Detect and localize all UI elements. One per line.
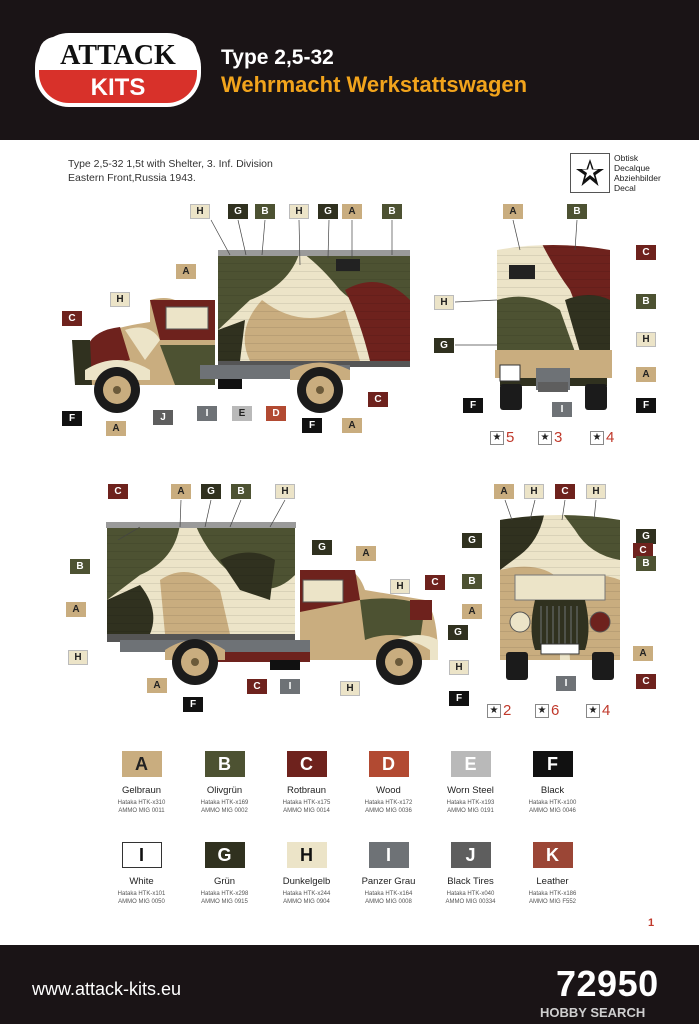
callout-chip: F <box>62 411 82 426</box>
swatch-ammo-ref: AMMO MIG 0915 <box>201 899 248 905</box>
decal-marker <box>590 429 614 446</box>
callout-chip: G <box>318 204 338 219</box>
swatch-hataka-ref: Hataka HTK-x101 <box>117 891 166 897</box>
swatch-hataka-ref: Hataka HTK-x172 <box>364 800 413 806</box>
decal-legend-item: Obtisk <box>614 153 639 163</box>
swatch-color-box: E <box>451 751 491 777</box>
footer-bar <box>0 945 699 1024</box>
paint-swatch <box>428 751 513 815</box>
callout-chip: H <box>190 204 210 219</box>
swatch-color-box: B <box>205 751 245 777</box>
callout-chip: G <box>434 338 454 353</box>
callout-chip: G <box>312 540 332 555</box>
decal-marker <box>538 429 562 446</box>
callout-chip: J <box>153 410 173 425</box>
decal-marker <box>586 702 610 719</box>
callout-chip: I <box>556 676 576 691</box>
paint-swatch <box>264 751 349 815</box>
callout-chip: A <box>342 204 362 219</box>
swatch-name: Black Tires <box>447 876 494 887</box>
callout-chip: B <box>567 204 587 219</box>
logo-top-text: ATTACK <box>60 40 176 71</box>
callout-chip: I <box>552 402 572 417</box>
decal-marker <box>490 429 514 446</box>
swatch-hataka-ref: Hataka HTK-x169 <box>200 800 249 806</box>
swatch-ammo-ref: AMMO MIG 0046 <box>529 808 576 814</box>
paint-swatch <box>264 842 349 906</box>
callout-chip: G <box>462 533 482 548</box>
swatch-ammo-ref: AMMO MIG 0191 <box>447 808 494 814</box>
swatch-name: Panzer Grau <box>361 876 416 887</box>
product-code: 72950 <box>556 963 659 1004</box>
callout-chip: C <box>636 245 656 260</box>
side-view-bottom <box>106 522 438 685</box>
swatch-name: Wood <box>376 785 401 796</box>
page-number: 1 <box>648 917 655 929</box>
callout-chip: B <box>231 484 251 499</box>
callout-chip: A <box>494 484 514 499</box>
decal-star-icon: ★ <box>538 431 552 445</box>
callout-chip: A <box>66 602 86 617</box>
callout-chip: H <box>110 292 130 307</box>
swatch-hataka-ref: Hataka HTK-x186 <box>528 891 577 897</box>
swatch-hataka-ref: Hataka HTK-x244 <box>282 891 331 897</box>
callout-chip: H <box>340 681 360 696</box>
decal-number: 3 <box>554 429 563 446</box>
callout-chip: C <box>368 392 388 407</box>
page-subtitle: Wehrmacht Werkstattswagen <box>221 72 528 97</box>
swatch-name: Worn Steel <box>447 785 494 796</box>
wheel <box>297 367 343 413</box>
paint-swatch <box>428 842 513 906</box>
callout-chip: A <box>462 604 482 619</box>
swatch-hataka-ref: Hataka HTK-x100 <box>528 800 577 806</box>
swatch-color-box: G <box>205 842 245 868</box>
decal-number: 2 <box>503 702 512 719</box>
swatch-name: Leather <box>536 876 569 887</box>
swatch-ammo-ref: AMMO MIG F552 <box>528 899 576 905</box>
paint-swatch <box>182 842 267 906</box>
swatch-color-box: A <box>122 751 162 777</box>
website-link[interactable]: www.attack-kits.eu <box>32 979 182 999</box>
callout-chip: C <box>247 679 267 694</box>
swatch-ammo-ref: AMMO MIG 0050 <box>118 899 165 905</box>
description-line2: Eastern Front,Russia 1943. <box>68 172 196 184</box>
callout-chip: C <box>425 575 445 590</box>
callout-chip: A <box>147 678 167 693</box>
swatch-color-box: D <box>369 751 409 777</box>
swatch-ammo-ref: AMMO MIG 0008 <box>365 899 412 905</box>
swatch-color-box: I <box>369 842 409 868</box>
swatch-hataka-ref: Hataka HTK-x193 <box>446 800 495 806</box>
paint-swatch <box>346 842 431 906</box>
callout-chip: C <box>633 543 653 558</box>
callout-chip: A <box>356 546 376 561</box>
swatch-ammo-ref: AMMO MIG 00334 <box>445 899 496 905</box>
swatch-name: White <box>129 876 154 887</box>
decal-number: 4 <box>602 702 611 719</box>
callout-chip: H <box>390 579 410 594</box>
decal-legend-item: Abziehbilder <box>614 173 661 183</box>
paint-swatch <box>182 751 267 815</box>
swatch-color-box: J <box>451 842 491 868</box>
callout-chip: C <box>108 484 128 499</box>
decal-marker <box>535 702 559 719</box>
decal-star-icon: ★ <box>487 704 501 718</box>
swatch-name: Dunkelgelb <box>282 876 331 887</box>
logo-bottom-text: KITS <box>90 74 146 101</box>
wheel <box>94 367 140 413</box>
swatch-name: Black <box>540 785 565 796</box>
swatch-name: Rotbraun <box>286 785 327 796</box>
swatch-color-box: C <box>287 751 327 777</box>
decal-star-icon: ★ <box>590 431 604 445</box>
decal-star-icon: ★ <box>490 431 504 445</box>
callout-chip: B <box>462 574 482 589</box>
wheel <box>172 639 218 685</box>
paint-swatch <box>99 842 184 906</box>
callout-chip: G <box>228 204 248 219</box>
decal-number: 5 <box>506 429 515 446</box>
callout-chip: H <box>636 332 656 347</box>
swatch-name: Grün <box>213 876 236 887</box>
callout-chip: B <box>255 204 275 219</box>
callout-chip: G <box>448 625 468 640</box>
swatch-name: Gelbraun <box>121 785 162 796</box>
decal-number: 4 <box>606 429 615 446</box>
swatch-ammo-ref: AMMO MIG 0036 <box>365 808 412 814</box>
callout-chip: H <box>275 484 295 499</box>
front-view-bottom <box>500 510 620 680</box>
swatch-ammo-ref: AMMO MIG 0014 <box>283 808 330 814</box>
callout-chip: A <box>503 204 523 219</box>
callout-chip: H <box>524 484 544 499</box>
rear-view-top <box>495 240 612 410</box>
paint-swatch <box>510 842 595 906</box>
callout-chip: A <box>633 646 653 661</box>
callout-chip: I <box>280 679 300 694</box>
swatch-color-box: F <box>533 751 573 777</box>
callout-chip: A <box>171 484 191 499</box>
callout-chip: D <box>266 406 286 421</box>
callout-chip: H <box>434 295 454 310</box>
swatch-color-box: I <box>122 842 162 868</box>
swatch-hataka-ref: Hataka HTK-x298 <box>200 891 249 897</box>
swatch-hataka-ref: Hataka HTK-x164 <box>364 891 413 897</box>
callout-chip: G <box>201 484 221 499</box>
swatch-hataka-ref: Hataka HTK-x175 <box>282 800 331 806</box>
paint-swatch <box>346 751 431 815</box>
callout-chip: H <box>586 484 606 499</box>
callout-chip: B <box>70 559 90 574</box>
decal-star-icon: ★ <box>535 704 549 718</box>
callout-chip: A <box>342 418 362 433</box>
swatch-color-box: K <box>533 842 573 868</box>
callout-chip: B <box>636 556 656 571</box>
wheel <box>376 639 422 685</box>
callout-chip: F <box>636 398 656 413</box>
description-line1: Type 2,5-32 1,5t with Shelter, 3. Inf. Division <box>68 158 273 170</box>
callout-chip: F <box>449 691 469 706</box>
paint-swatch <box>510 751 595 815</box>
callout-chip: C <box>555 484 575 499</box>
decal-legend-item: Decal <box>614 183 636 193</box>
watermark: HOBBY SEARCH <box>540 1005 646 1020</box>
callout-chip: F <box>183 697 203 712</box>
decal-star-icon: ★ <box>586 704 600 718</box>
callout-chip: H <box>289 204 309 219</box>
swatch-ammo-ref: AMMO MIG 0011 <box>118 808 165 814</box>
callout-chip: H <box>449 660 469 675</box>
callout-chip: H <box>68 650 88 665</box>
decal-marker <box>487 702 511 719</box>
callout-chip: A <box>176 264 196 279</box>
callout-chip: F <box>302 418 322 433</box>
callout-chip: F <box>463 398 483 413</box>
callout-chip: I <box>197 406 217 421</box>
swatch-name: Olivgrün <box>206 785 243 796</box>
callout-chip: A <box>636 367 656 382</box>
swatch-color-box: H <box>287 842 327 868</box>
swatch-hataka-ref: Hataka HTK-x310 <box>117 800 166 806</box>
callout-chip: C <box>62 311 82 326</box>
callout-chip: E <box>232 406 252 421</box>
decal-legend-item: Decalque <box>614 163 650 173</box>
paint-swatch <box>99 751 184 815</box>
callout-chip: B <box>636 294 656 309</box>
callout-chip: B <box>382 204 402 219</box>
swatch-ammo-ref: AMMO MIG 0002 <box>201 808 248 814</box>
decal-number: 6 <box>551 702 560 719</box>
side-view-top <box>72 250 410 413</box>
swatch-hataka-ref: Hataka HTK-x040 <box>446 891 495 897</box>
callout-chip: A <box>106 421 126 436</box>
callout-chip: G <box>636 529 656 544</box>
page-title: Type 2,5-32 <box>221 46 334 69</box>
swatch-ammo-ref: AMMO MIG 0904 <box>283 899 330 905</box>
callout-chip: C <box>636 674 656 689</box>
